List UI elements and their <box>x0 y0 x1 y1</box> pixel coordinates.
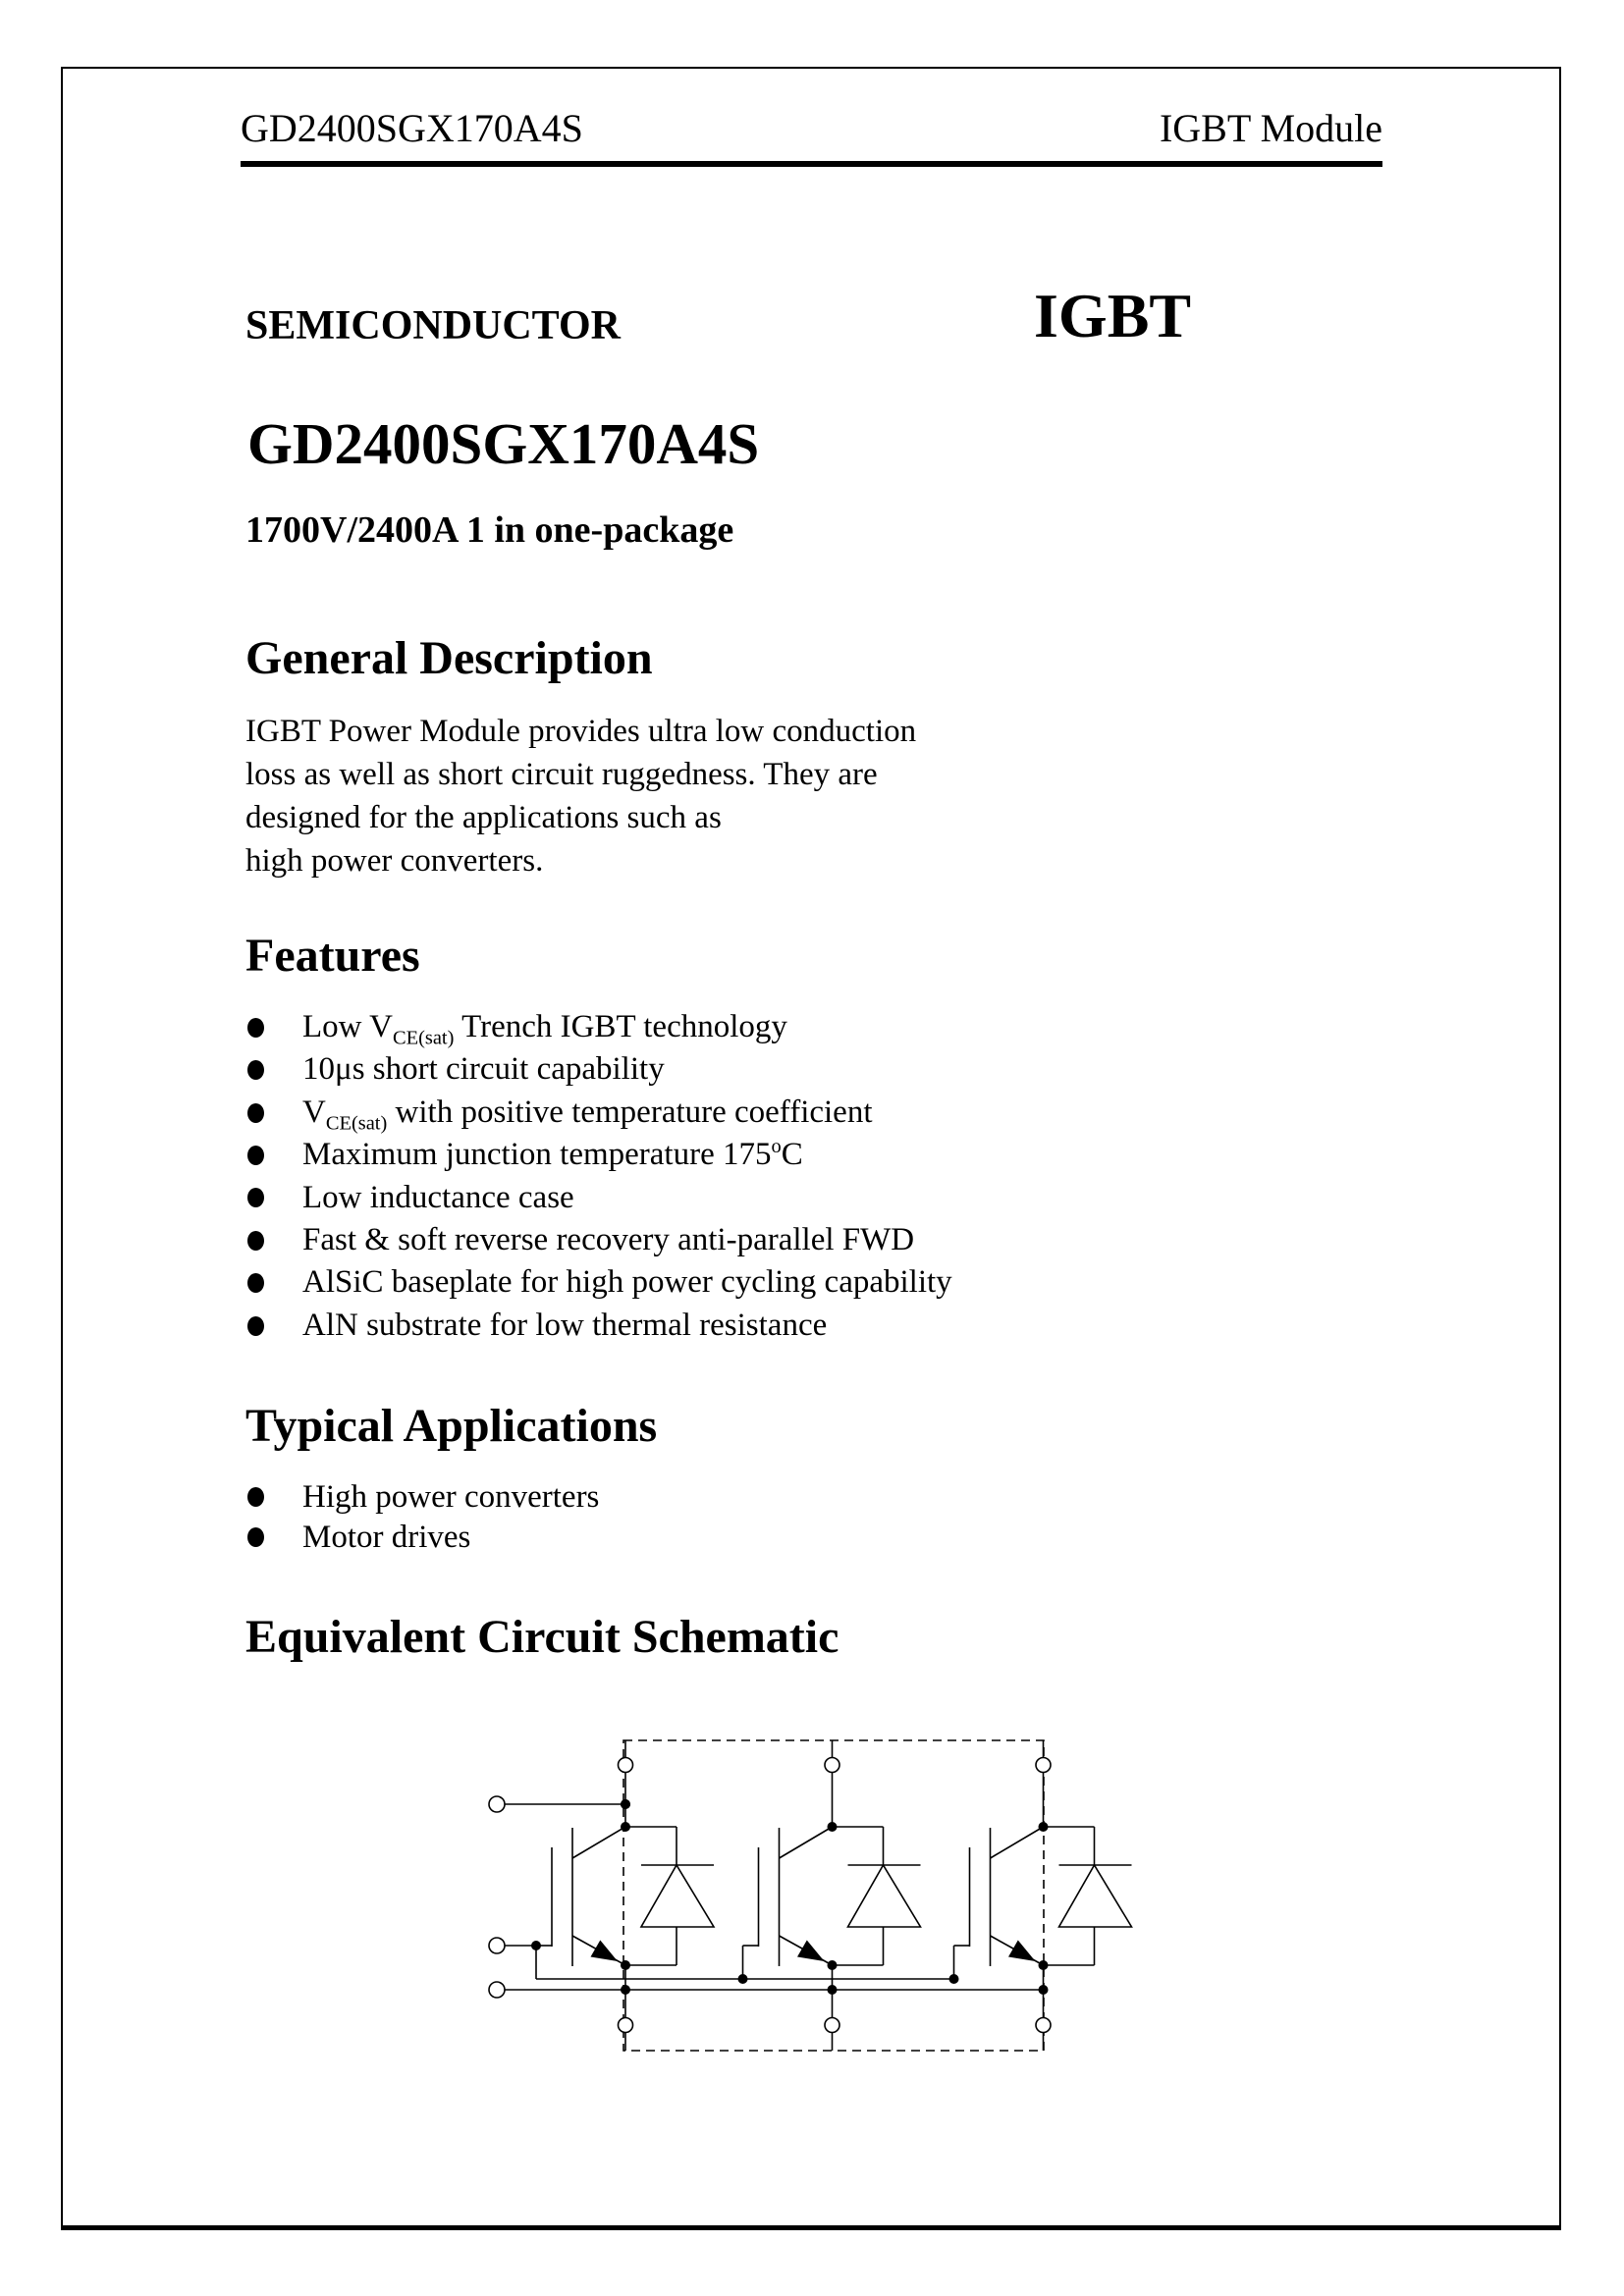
feature-text-segment: Trench IGBT technology <box>454 1009 787 1044</box>
description-line: designed for the applications such as <box>245 800 722 835</box>
gate-terminal-icon <box>489 1938 505 1953</box>
features-list <box>245 1006 952 1347</box>
header-doc-type: IGBT Module <box>1159 106 1382 150</box>
bullet-icon <box>247 1231 264 1251</box>
application-item <box>245 1477 599 1518</box>
bullet-icon <box>247 1527 264 1547</box>
igbt-symbol <box>970 1827 1044 1966</box>
collector-post-icon <box>619 1758 633 1773</box>
diode-symbol <box>833 1827 921 1965</box>
general-description-text <box>245 710 916 882</box>
feature-text-segment: 10μs short circuit capability <box>302 1051 665 1088</box>
emitter-arrow-icon <box>797 1941 825 1962</box>
feature-item <box>245 1006 952 1048</box>
description-line: high power converters. <box>245 843 544 879</box>
feature-text-segment: AlN substrate for low thermal resistance <box>302 1307 828 1343</box>
feature-item <box>245 1048 952 1091</box>
feature-item <box>245 1261 952 1304</box>
feature-text-segment: AlSiC baseplate for high power cycling capability <box>302 1264 952 1301</box>
collector-post-icon <box>1036 1758 1051 1773</box>
feature-text-segment: Low inductance case <box>302 1179 574 1215</box>
application-text: High power converters <box>302 1479 600 1515</box>
emitter-terminal-icon <box>489 1982 505 1998</box>
emitter-post-icon <box>1036 2018 1051 2033</box>
general-description-heading: General Description <box>245 632 653 684</box>
emitter-arrow-icon <box>591 1941 619 1962</box>
bullet-icon <box>247 1487 264 1507</box>
feature-item <box>245 1134 952 1176</box>
bullet-icon <box>247 1018 264 1038</box>
collector-post-icon <box>825 1758 839 1773</box>
equivalent-circuit-schematic <box>412 1708 1139 2120</box>
applications-list <box>245 1477 599 1557</box>
emitter-post-icon <box>619 2018 633 2033</box>
collector-terminal-icon <box>489 1796 505 1812</box>
feature-text-segment: CE(sat) <box>325 1112 388 1135</box>
feature-text-segment: Low V <box>302 1009 393 1044</box>
feature-text-segment: o <box>771 1136 782 1158</box>
igbt-symbol <box>759 1827 833 1966</box>
diode-symbol <box>1044 1827 1132 1965</box>
diode-symbol <box>625 1827 714 1965</box>
part-subtitle: 1700V/2400A 1 in one-package <box>245 509 734 551</box>
feature-text-segment: Fast & soft reverse recovery anti-parallel FWD <box>302 1222 915 1258</box>
bullet-icon <box>247 1316 264 1336</box>
feature-text-segment: V <box>302 1094 326 1130</box>
bullet-icon <box>247 1103 264 1123</box>
product-family-title: IGBT <box>1034 281 1192 350</box>
header-rule <box>241 161 1382 167</box>
bullet-icon <box>247 1146 264 1165</box>
emitter-post-icon <box>825 2018 839 2033</box>
feature-item <box>245 1177 952 1219</box>
features-heading: Features <box>245 930 420 982</box>
feature-text-segment: with positive temperature coefficient <box>387 1094 873 1130</box>
bullet-icon <box>247 1273 264 1293</box>
part-number-title: GD2400SGX170A4S <box>247 411 760 476</box>
feature-item <box>245 1305 952 1347</box>
brand-name: SEMICONDUCTOR <box>245 303 621 348</box>
emitter-arrow-icon <box>1008 1941 1036 1962</box>
applications-heading: Typical Applications <box>245 1400 658 1452</box>
feature-text-segment: Maximum junction temperature 175 <box>302 1137 772 1173</box>
application-text: Motor drives <box>302 1519 471 1555</box>
description-line: IGBT Power Module provides ultra low conduction <box>245 714 917 749</box>
igbt-symbol <box>552 1827 625 1966</box>
schematic-heading: Equivalent Circuit Schematic <box>245 1611 839 1663</box>
header-part-number: GD2400SGX170A4S <box>241 106 583 150</box>
feature-item <box>245 1219 952 1261</box>
igbt-diode-cell <box>552 1740 714 2051</box>
bullet-icon <box>247 1188 264 1207</box>
igbt-diode-cell <box>738 1740 921 2051</box>
igbt-diode-cell <box>949 1740 1132 2051</box>
application-item <box>245 1518 599 1558</box>
feature-text-segment: C <box>781 1137 803 1173</box>
description-line: loss as well as short circuit ruggedness. They are <box>245 757 878 792</box>
bullet-icon <box>247 1060 264 1080</box>
feature-text-segment: CE(sat) <box>392 1027 455 1049</box>
feature-item <box>245 1092 952 1134</box>
